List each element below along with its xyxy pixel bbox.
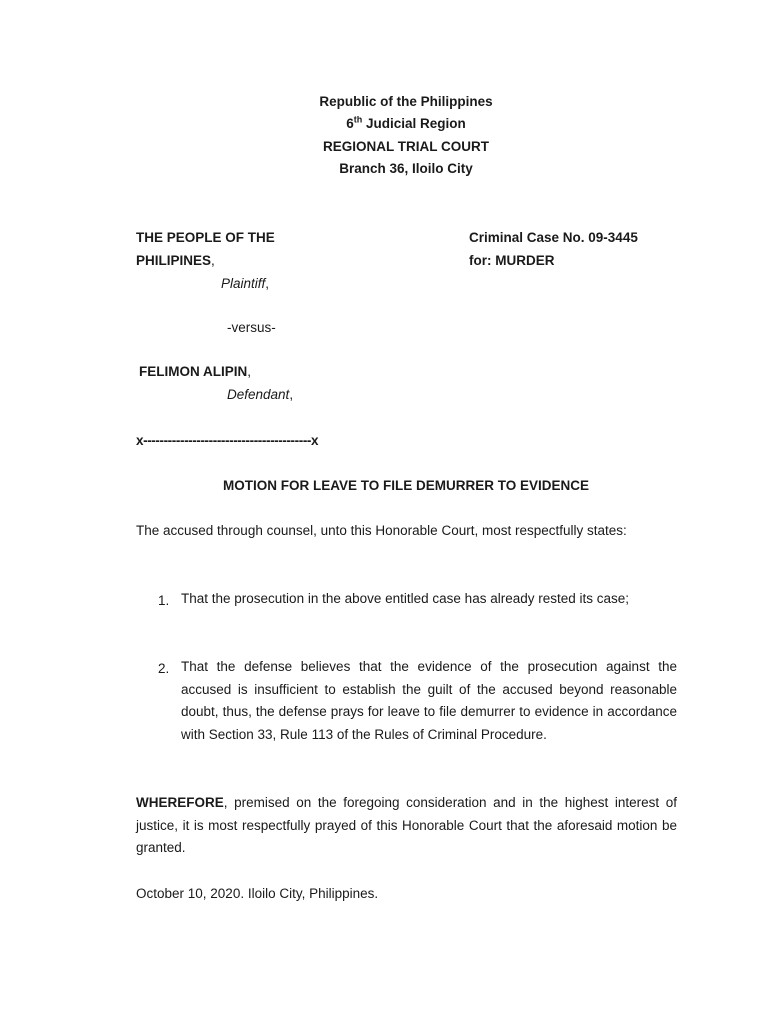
case-offense: for: MURDER (469, 253, 555, 268)
item-1-number: 1. (158, 593, 170, 608)
defendant-name (139, 364, 251, 379)
date-line: October 10, 2020. Iloilo City, Philippines. (136, 886, 379, 901)
wherefore-text: , premised on the foregoing consideration and in the highest interest of justice, it is most respectfully prayed of this Honorable Court that the aforesaid motion be granted. (136, 795, 677, 855)
region-ordinal: th (353, 114, 363, 125)
caption-separator: x-----------------------------------------x (136, 433, 319, 448)
region-number: 6 (346, 116, 354, 131)
intro-paragraph: The accused through counsel, unto this Honorable Court, most respectfully states: (136, 523, 627, 538)
versus-label: -versus- (227, 320, 276, 335)
defendant-name-text: FELIMON ALIPIN (139, 364, 248, 379)
plaintiff-name-line2 (136, 253, 215, 268)
header-court: REGIONAL TRIAL COURT (322, 139, 489, 154)
header-republic: Republic of the Philippines (319, 94, 493, 109)
defendant-role (227, 387, 293, 402)
header-branch: Branch 36, Iloilo City (339, 161, 473, 176)
plaintiff-name-text: PHILIPINES (136, 253, 212, 268)
plaintiff-role-text: Plaintiff (221, 276, 266, 291)
defendant-comma: , (247, 364, 252, 379)
plaintiff-role (221, 276, 269, 291)
item-1-text: That the prosecution in the above entitled case has already rested its case; (181, 591, 630, 606)
plaintiff-name-line1: THE PEOPLE OF THE (136, 230, 275, 245)
wherefore-paragraph (136, 792, 677, 860)
plaintiff-comma: , (211, 253, 215, 268)
defendant-role-comma: , (289, 387, 294, 402)
defendant-role-text: Defendant (227, 387, 290, 402)
region-label: Judicial Region (362, 116, 466, 131)
item-2-number: 2. (158, 661, 170, 676)
item-2-text: That the defense believes that the evidence of the prosecution against the accused is insufficient to establish the guilt of the accused beyond reasonable doubt, thus, the defense prays for leave to file demurrer to evidence in accordance with Section 33, Rule 113 of the Rules of Criminal Procedure. (181, 659, 677, 742)
motion-title: MOTION FOR LEAVE TO FILE DEMURRER TO EVIDENCE (222, 478, 590, 493)
header-judicial-region (0, 116, 768, 131)
wherefore-lead: WHEREFORE (136, 795, 224, 810)
plaintiff-role-comma: , (265, 276, 270, 291)
case-number: Criminal Case No. 09-3445 (469, 230, 638, 245)
